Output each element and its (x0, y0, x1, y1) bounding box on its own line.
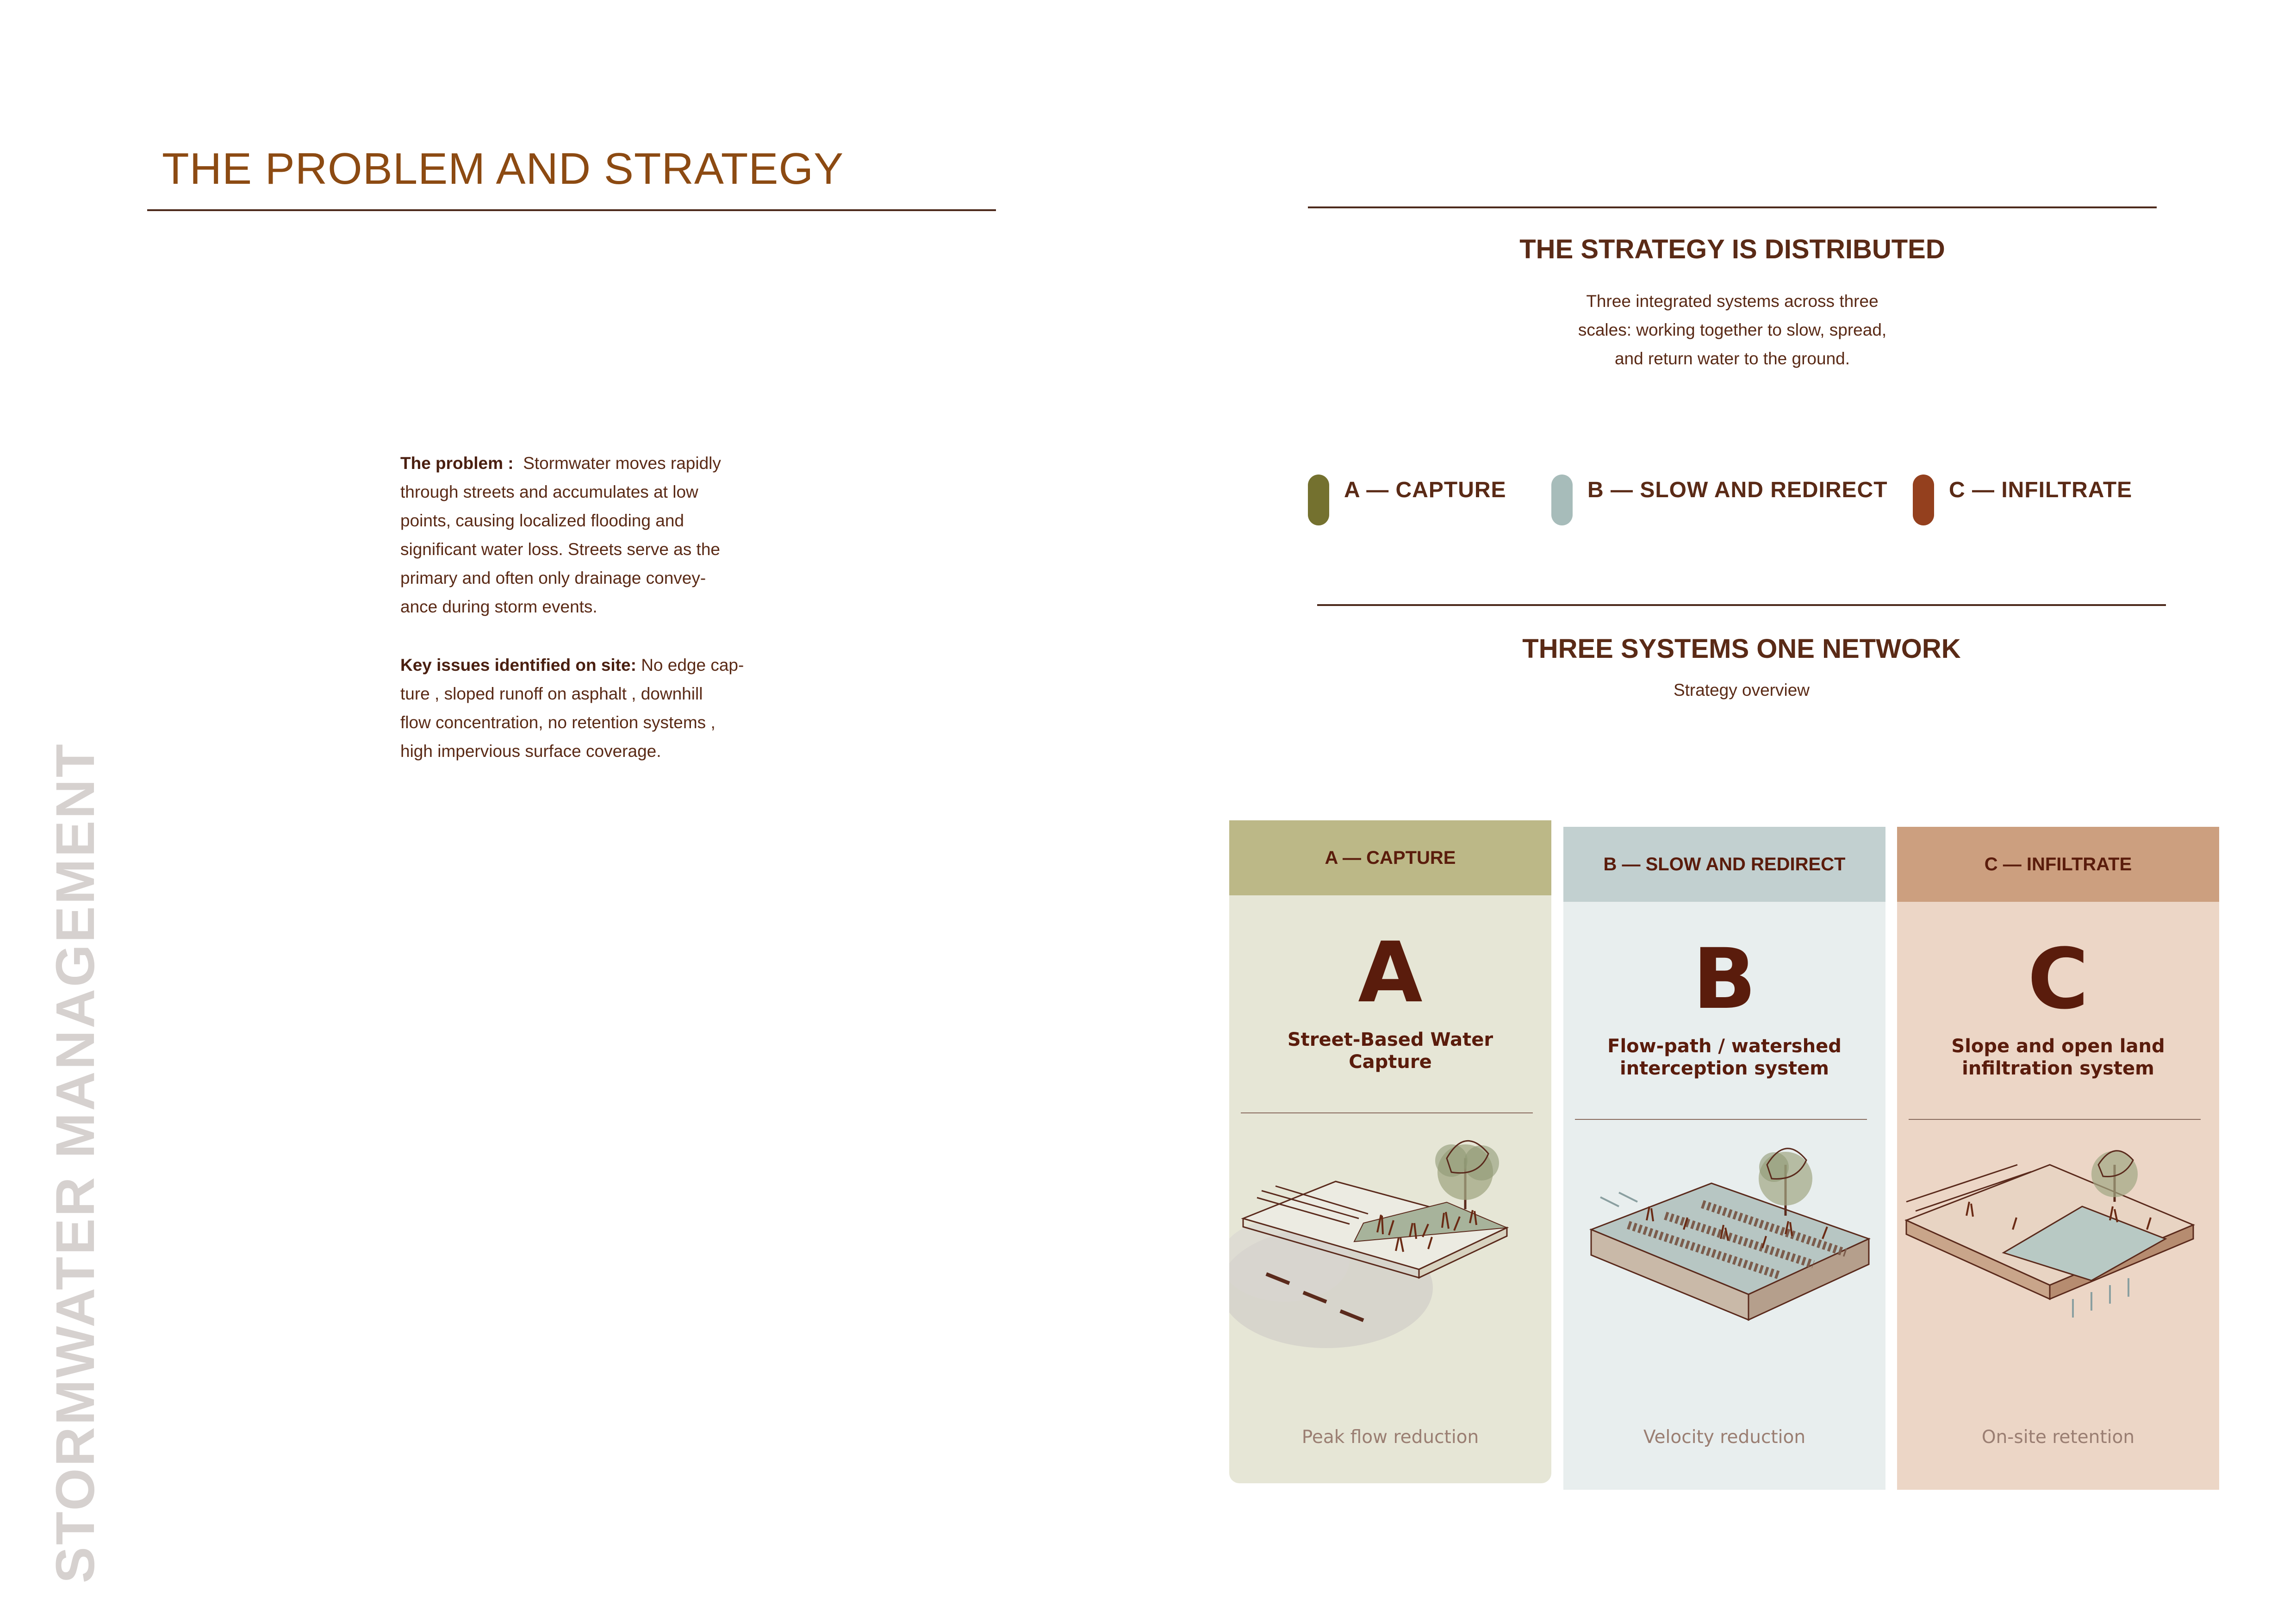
problem-line-6: ance during storm events. (400, 597, 597, 616)
card-divider-infiltrate (1909, 1119, 2201, 1120)
key-issues-label: Key issues identified on site: (400, 656, 636, 675)
card-subtitle-capture: Street-Based Water Capture (1287, 1029, 1493, 1073)
legend-item-capture (1308, 475, 1506, 525)
card-footer-slow-redirect: Velocity reduction (1643, 1427, 1806, 1448)
card-header-capture: A — CAPTURE (1229, 820, 1551, 895)
key-issues-paragraph (400, 651, 761, 766)
key-issues-text: No edge cap- (641, 656, 744, 675)
strategy-description (1308, 287, 2157, 373)
card-header-slow-redirect: B — SLOW AND REDIRECT (1563, 827, 1885, 902)
card-divider-slow-redirect (1575, 1119, 1867, 1120)
infiltration-illustration (1897, 1146, 2219, 1368)
strategy-line-2: scales: working together to slow, spread, (1578, 320, 1887, 339)
problem-line-3: points, causing localized flooding and (400, 511, 684, 530)
card-letter-a: A (1358, 924, 1423, 1021)
legend-item-slow-redirect (1551, 475, 1888, 525)
strategy-line-3: and return water to the ground. (1614, 349, 1850, 368)
card-subtitle-slow-redirect: Flow-path / watershed interception system (1607, 1036, 1842, 1079)
legend-swatch-infiltrate (1913, 475, 1934, 525)
legend-item-infiltrate (1913, 475, 2132, 525)
problem-line-2: through streets and accumulates at low (400, 482, 698, 501)
strategy-line-1: Three integrated systems across three (1586, 292, 1879, 311)
problem-line-4: significant water loss. Streets serve as the (400, 540, 720, 559)
problem-label: The problem : (400, 454, 514, 473)
title-divider (147, 209, 996, 211)
strategy-top-divider (1308, 206, 2157, 208)
legend-label-infiltrate: C — INFILTRATE (1949, 478, 2133, 502)
legend-label-slow-redirect: B — SLOW AND REDIRECT (1587, 478, 1888, 502)
network-title: THREE SYSTEMS ONE NETWORK (1522, 634, 1961, 664)
card-footer-capture: Peak flow reduction (1301, 1427, 1479, 1448)
network-top-divider (1317, 604, 2166, 606)
problem-paragraph (400, 449, 761, 621)
strategy-title: THE STRATEGY IS DISTRIBUTED (1519, 234, 1945, 264)
network-subtitle: Strategy overview (1673, 681, 1810, 700)
card-slow-redirect (1563, 827, 1885, 1490)
card-subtitle-infiltrate: Slope and open land infiltration system (1951, 1036, 2165, 1079)
card-divider-capture (1241, 1112, 1533, 1113)
side-title: STORMWATER MANAGEMENT (45, 742, 106, 1583)
problem-line-1 (400, 449, 761, 478)
card-letter-b: B (1692, 931, 1756, 1028)
key-issues-line-3: flow concentration, no retention systems , (400, 713, 716, 732)
flow-path-illustration (1563, 1146, 1885, 1368)
card-infiltrate (1897, 827, 2219, 1490)
card-header-infiltrate: C — INFILTRATE (1897, 827, 2219, 902)
problem-line-5: primary and often only drainage convey- (400, 568, 706, 587)
card-footer-infiltrate: On-site retention (1981, 1427, 2135, 1448)
key-issues-line-2: ture , sloped runoff on asphalt , downhill (400, 684, 703, 703)
legend-label-capture: A — CAPTURE (1344, 478, 1506, 502)
key-issues-line-1 (400, 651, 761, 680)
page-title: THE PROBLEM AND STRATEGY (162, 144, 844, 194)
legend-swatch-capture (1308, 475, 1329, 525)
problem-text: Stormwater moves rapidly (523, 454, 721, 473)
card-letter-c: C (2027, 931, 2089, 1028)
legend-swatch-slow-redirect (1551, 475, 1573, 525)
card-capture (1229, 820, 1551, 1483)
key-issues-line-4: high impervious surface coverage. (400, 742, 661, 761)
street-capture-illustration (1229, 1140, 1551, 1362)
